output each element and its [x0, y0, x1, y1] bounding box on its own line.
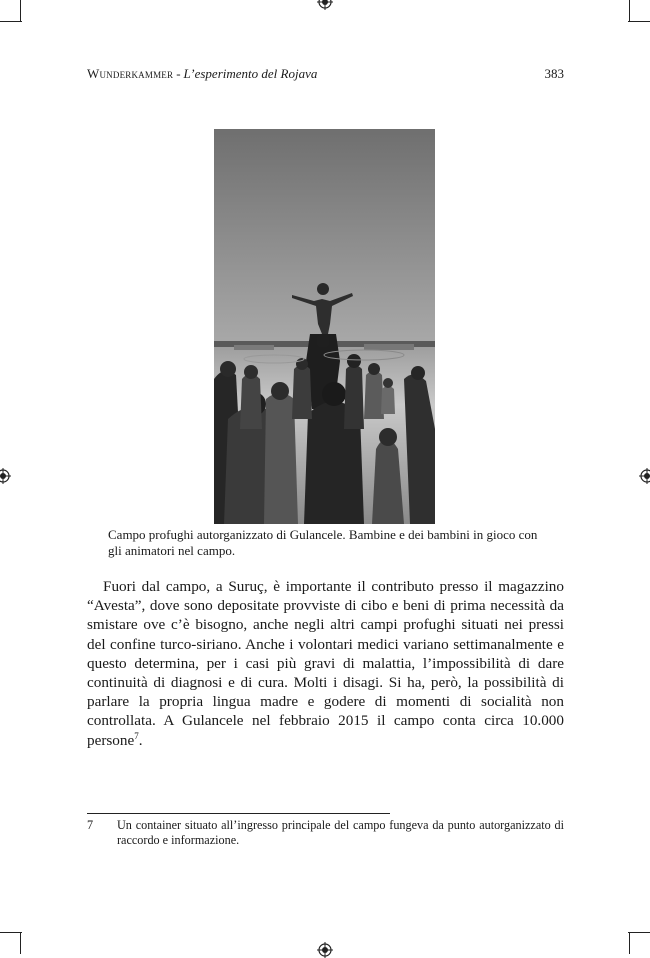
title-separator: - [176, 66, 181, 81]
crop-mark [629, 0, 630, 22]
photo-image [214, 129, 435, 524]
running-header [87, 66, 564, 82]
crop-mark [0, 21, 22, 22]
registration-mark-icon [317, 942, 333, 958]
book-title: L’esperimento del Rojava [183, 66, 318, 81]
running-title [87, 66, 317, 82]
page-number: 383 [544, 66, 564, 81]
body-paragraph [87, 577, 564, 750]
footnote-number: 7 [87, 818, 94, 832]
crop-mark [629, 932, 630, 954]
footnote-reference[interactable]: 7 [134, 730, 139, 741]
figure-photo [214, 129, 435, 524]
crop-mark [628, 21, 650, 22]
registration-mark-icon [317, 0, 333, 10]
figure-caption: Campo profughi autorganizzato di Gulancele. Bambine e dei bambini in gioco con gli animatori nel campo. [108, 527, 538, 558]
registration-mark-icon [639, 468, 650, 484]
footnote-rule [87, 813, 390, 814]
footnote [87, 818, 564, 848]
paragraph-text: Fuori dal campo, a Suruç, è importante il contributo presso il magazzino “Avesta”, dove sono depositate provviste di cibo e beni di prima necessità da smistare ove c’è bisogno, anche negli altri campi profughi situati nei pressi del confine turco-siriano. Anche i volontari medici variano settimanalmente e questo determina, per i casi più gravi di malattia, l’impossibilità di dare continuità di diagnosi e di cura. Molti i disagi. Si ha, però, la possibilità di parlare la propria lingua madre e godere di momenti di socialità non controllata. A Gulancele nel febbraio 2015 il campo conta circa 10.000 persone [87, 578, 564, 749]
crop-mark [20, 0, 21, 22]
footnote-text: Un container situato all’ingresso principale del campo fungeva da punto autorganizzato di raccordo e informazione. [117, 818, 564, 847]
crop-mark [0, 932, 22, 933]
crop-mark [20, 932, 21, 954]
crop-mark [628, 932, 650, 933]
paragraph-end: . [138, 731, 143, 749]
registration-mark-icon [0, 468, 11, 484]
series-name: Wunderkammer [87, 66, 174, 81]
